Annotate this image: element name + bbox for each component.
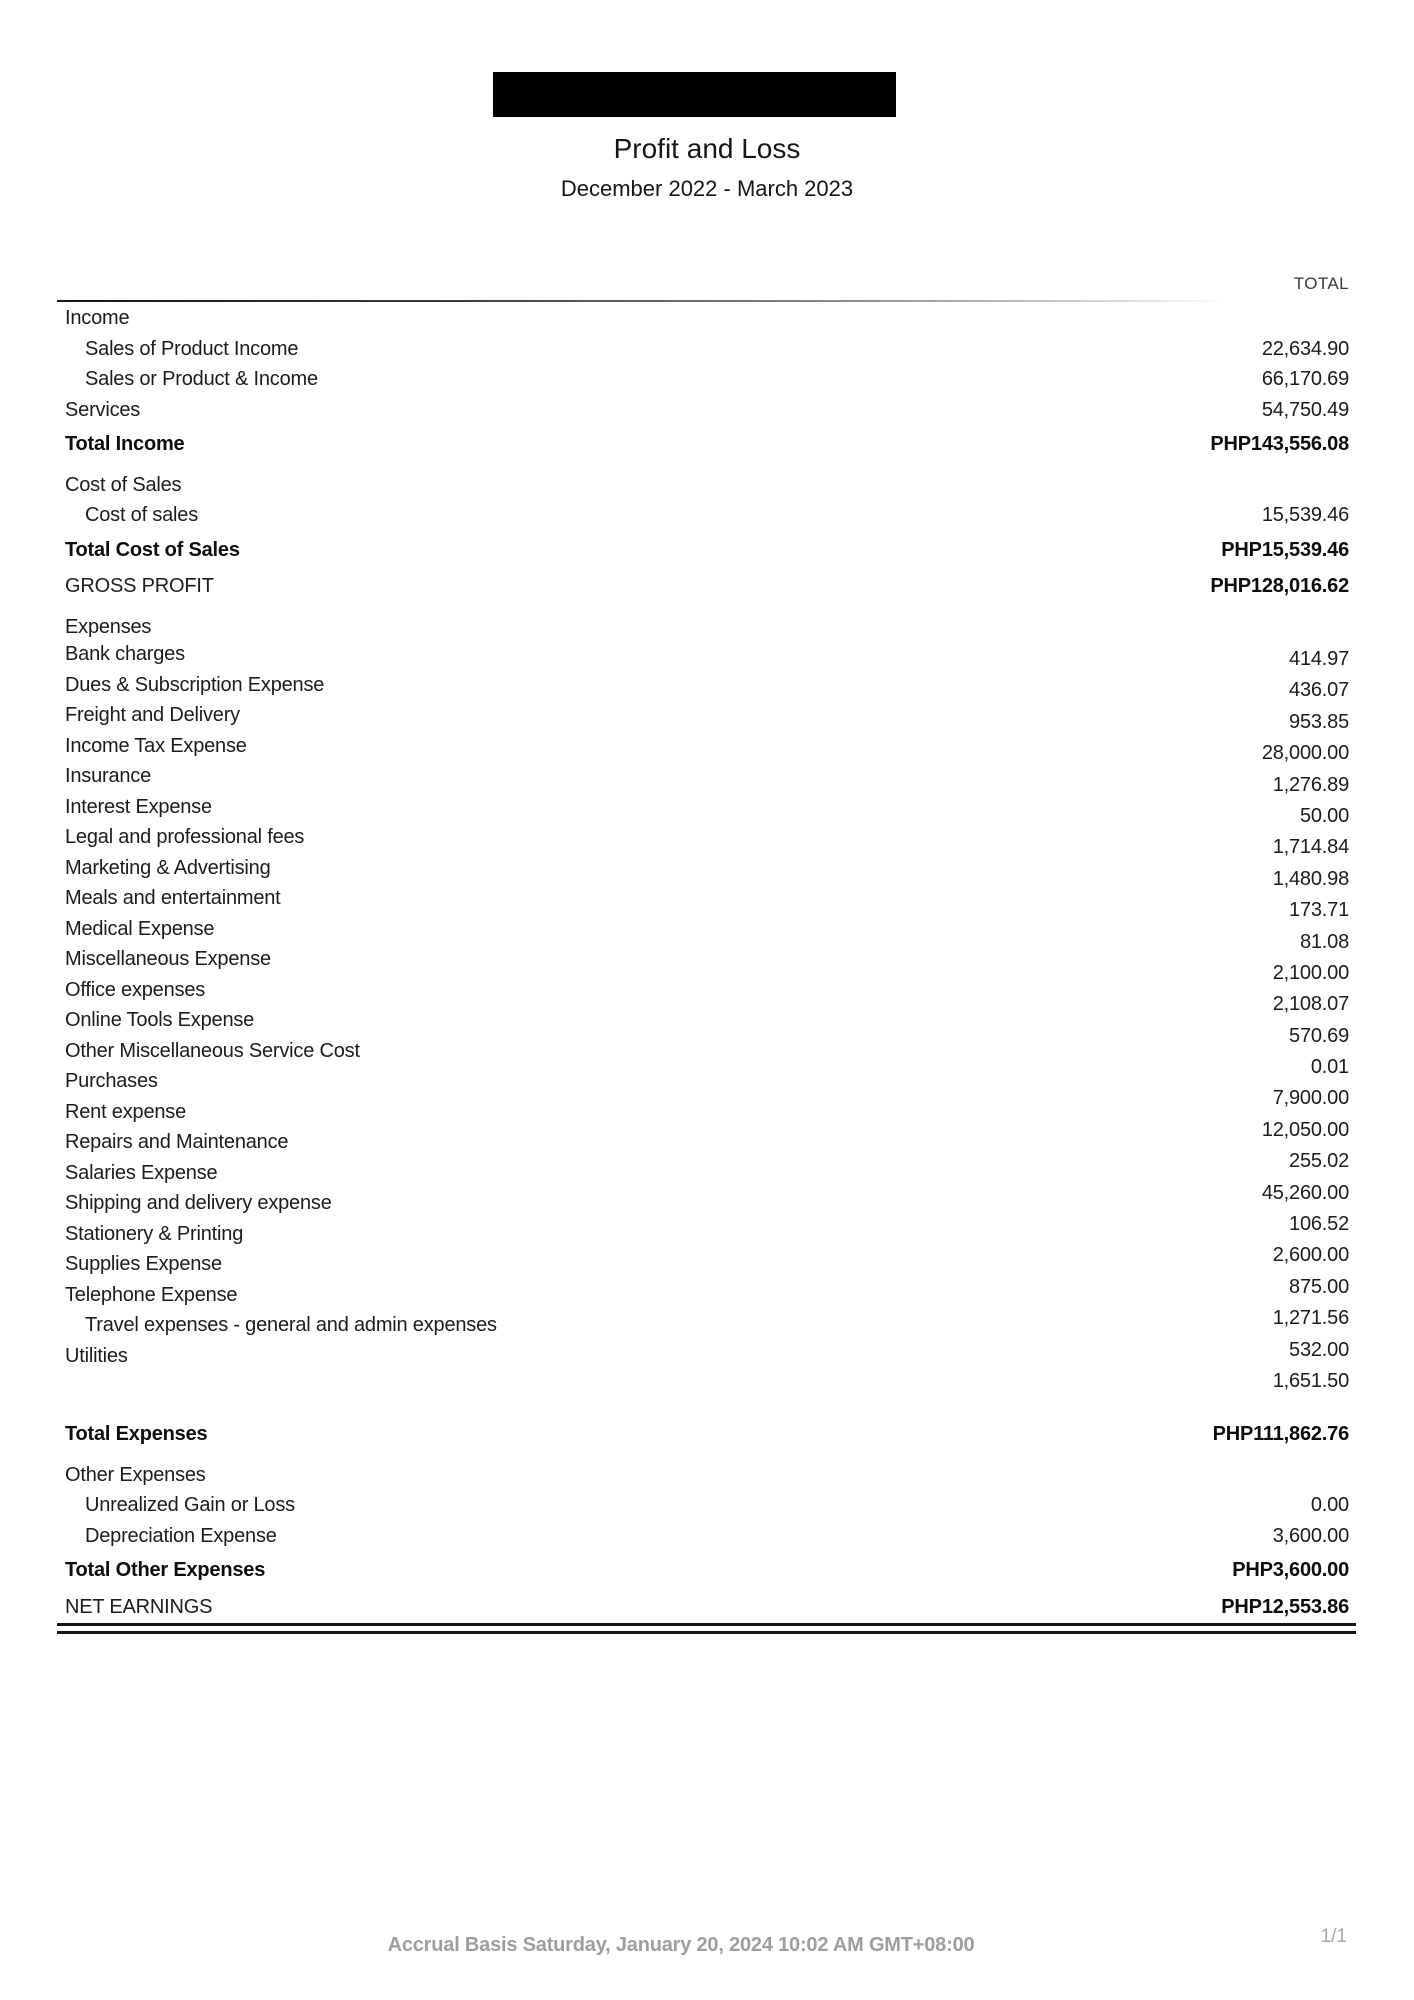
row-label: Other Expenses	[65, 1463, 206, 1486]
report-row	[57, 1419, 1356, 1450]
expense-label: Stationery & Printing	[65, 1222, 244, 1245]
expense-label: Online Tools Expense	[65, 1009, 255, 1031]
row-label: Unrealized Gain or Loss	[85, 1494, 295, 1516]
expense-label: Miscellaneous Expense	[65, 948, 271, 970]
expense-label: Meals and entertainment	[65, 887, 281, 909]
totals-and-other-expenses-sections	[57, 1419, 1356, 1622]
report-row	[57, 1521, 1356, 1552]
expense-label: Other Miscellaneous Service Cost	[65, 1039, 360, 1062]
expense-value: 173.71	[1289, 899, 1349, 922]
expense-label: Salaries Expense	[65, 1161, 218, 1184]
row-value: 3,600.00	[1272, 1524, 1349, 1547]
expense-label: Supplies Expense	[65, 1253, 222, 1275]
expense-label: Medical Expense	[65, 917, 215, 940]
row-label: Services	[65, 398, 141, 421]
report-row	[57, 303, 1356, 334]
row-label: Total Cost of Sales	[65, 538, 240, 561]
expense-label: Interest Expense	[65, 795, 212, 818]
report-row	[57, 470, 1356, 501]
expense-label: Travel expenses - general and admin expenses	[85, 1314, 497, 1336]
expense-value: 81.08	[1299, 930, 1349, 953]
report-row	[57, 500, 1356, 531]
report-row	[57, 334, 1356, 365]
row-value: PHP143,556.08	[1210, 433, 1349, 455]
row-value: PHP3,600.00	[1232, 1559, 1349, 1581]
expense-value: 1,714.84	[1272, 836, 1349, 859]
report-row	[57, 535, 1356, 566]
row-value: PHP15,539.46	[1221, 538, 1349, 561]
expense-label: Rent expense	[65, 1100, 187, 1123]
report-row	[57, 1592, 1356, 1623]
row-label: Sales or Product & Income	[85, 368, 318, 390]
expense-value: 1,276.89	[1272, 773, 1349, 796]
row-value: 66,170.69	[1261, 368, 1349, 390]
page-indicator: 1/1	[1320, 1926, 1347, 1947]
expense-value: 255.02	[1289, 1150, 1349, 1173]
expense-label: Freight and Delivery	[65, 704, 240, 726]
expense-values-column	[1036, 644, 1356, 1397]
header-rule	[57, 300, 1356, 302]
expense-label: Shipping and delivery expense	[65, 1192, 332, 1214]
row-label: GROSS PROFIT	[65, 575, 214, 597]
expense-value: 875.00	[1289, 1275, 1349, 1298]
report-row	[57, 364, 1356, 395]
expense-label: Insurance	[65, 765, 152, 787]
expense-label: Purchases	[65, 1070, 158, 1092]
row-label: Sales of Product Income	[85, 337, 299, 360]
row-label: Total Other Expenses	[65, 1559, 266, 1581]
row-value: PHP128,016.62	[1210, 575, 1349, 597]
expense-value: 953.85	[1289, 710, 1349, 733]
expense-value: 45,260.00	[1261, 1181, 1349, 1204]
expense-label: Repairs and Maintenance	[65, 1131, 289, 1153]
expense-label: Office expenses	[65, 978, 206, 1001]
expense-value: 0.01	[1310, 1056, 1349, 1079]
expense-value: 414.97	[1289, 648, 1349, 670]
report-row	[57, 429, 1356, 460]
row-value: 54,750.49	[1261, 398, 1349, 421]
report-row	[57, 1460, 1356, 1491]
row-label: Depreciation Expense	[85, 1524, 277, 1547]
expense-value: 106.52	[1289, 1213, 1349, 1236]
expense-label: Marketing & Advertising	[65, 856, 271, 879]
row-label: NET EARNINGS	[65, 1595, 213, 1618]
expense-label: Utilities	[65, 1344, 128, 1367]
expense-label: Dues & Subscription Expense	[65, 673, 325, 696]
report-row	[57, 395, 1356, 426]
expense-value: 1,480.98	[1272, 867, 1349, 890]
expense-value: 532.00	[1289, 1338, 1349, 1361]
row-label: Cost of Sales	[65, 473, 182, 496]
accrual-basis-footer: Accrual Basis Saturday, January 20, 2024 10:02 AM GMT+08:00	[387, 1934, 975, 1956]
row-value: 0.00	[1310, 1494, 1349, 1516]
report-row	[57, 1490, 1356, 1521]
row-value: PHP111,862.76	[1212, 1423, 1349, 1445]
expenses-section	[57, 639, 1356, 1398]
expense-value: 28,000.00	[1261, 742, 1349, 765]
row-label: Expenses	[65, 615, 152, 638]
redacted-company-name-bar	[493, 72, 896, 117]
expense-value: 2,108.07	[1272, 993, 1349, 1016]
expense-label: Bank charges	[65, 643, 185, 665]
expense-value: 2,600.00	[1272, 1244, 1349, 1267]
expense-value: 50.00	[1299, 804, 1349, 827]
net-earnings-double-rule	[57, 1623, 1356, 1634]
row-label: Total Income	[65, 433, 185, 455]
expense-value: 12,050.00	[1261, 1118, 1349, 1141]
expense-label: Telephone Expense	[65, 1283, 238, 1306]
report-period: December 2022 - March 2023	[560, 176, 854, 201]
row-value: 15,539.46	[1261, 504, 1349, 526]
report-row	[57, 1555, 1356, 1586]
expense-value: 7,900.00	[1272, 1087, 1349, 1110]
expense-value: 570.69	[1289, 1024, 1349, 1047]
expense-value: 1,271.56	[1272, 1307, 1349, 1330]
row-label: Total Expenses	[65, 1423, 208, 1445]
report-table	[57, 272, 1356, 1634]
expense-label: Legal and professional fees	[65, 826, 305, 848]
report-row	[57, 612, 1356, 643]
expense-value: 2,100.00	[1272, 961, 1349, 984]
expense-value: 436.07	[1289, 679, 1349, 702]
income-and-cost-sections	[57, 303, 1356, 642]
expense-label: Income Tax Expense	[65, 734, 247, 757]
row-label: Income	[65, 307, 130, 329]
report-title: Profit and Loss	[613, 133, 801, 164]
total-column-header: TOTAL	[1293, 274, 1349, 293]
report-row	[57, 571, 1356, 602]
row-label: Cost of sales	[85, 504, 199, 526]
expense-value: 1,651.50	[1272, 1369, 1349, 1392]
row-value: PHP12,553.86	[1221, 1595, 1349, 1618]
row-value: 22,634.90	[1261, 337, 1349, 360]
expense-labels-column	[57, 639, 1036, 1371]
